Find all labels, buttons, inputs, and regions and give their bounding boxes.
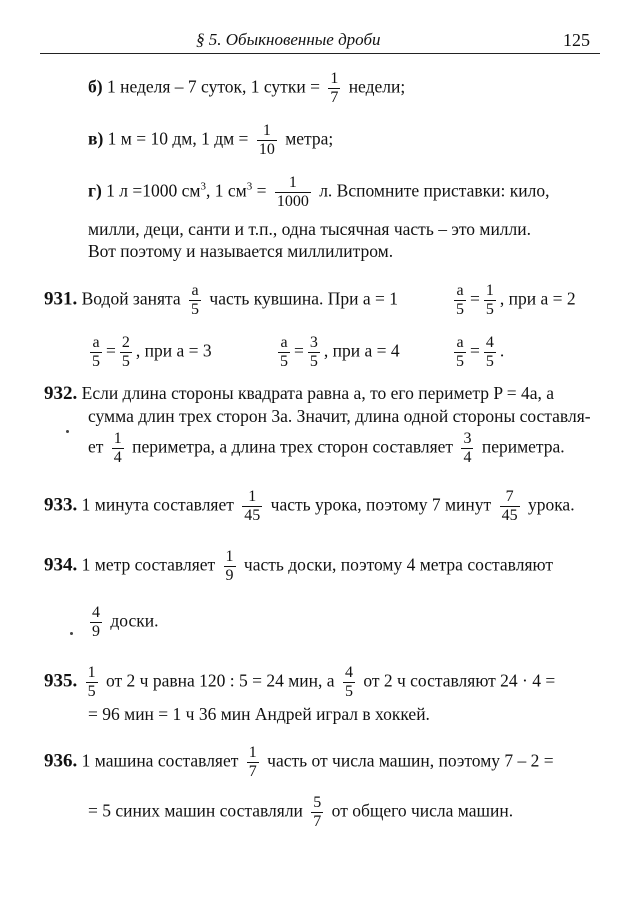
problem-934-text3: доски. (110, 610, 159, 631)
problem-933-text1: 1 минута составляет (81, 494, 234, 515)
scan-speck (66, 430, 69, 433)
intro-g-text1b: , 1 см (205, 180, 247, 201)
problem-935-text1: от 2 ч равна 120 : 5 = 24 мин, а (106, 670, 335, 691)
denominator: 10 (258, 141, 275, 158)
denominator: 5 (280, 353, 288, 370)
fraction (257, 122, 277, 159)
fraction (484, 282, 496, 319)
numerator: 1 (225, 548, 234, 565)
numerator: 5 (313, 794, 322, 811)
fraction (484, 334, 496, 371)
equals-sign: = (470, 340, 480, 361)
item-label-b: б) (88, 76, 103, 97)
intro-v-text2: метра; (285, 128, 334, 149)
numerator: 1 (248, 488, 257, 505)
numerator: a (456, 282, 464, 299)
denominator: 9 (92, 623, 100, 640)
fraction (343, 664, 355, 701)
fraction (86, 664, 98, 701)
intro-v-text1: 1 м = 10 дм, 1 дм = (107, 128, 249, 149)
problem-936-line1 (44, 744, 554, 781)
equals-sign: = (470, 288, 480, 309)
problem-932-line3 (88, 430, 565, 467)
problem-931-expr-4 (450, 334, 504, 371)
numerator: 1 (330, 70, 339, 87)
fraction (242, 488, 262, 525)
numerator: 2 (121, 334, 130, 351)
denominator: 7 (330, 89, 339, 106)
problem-933-text2: часть урока, поэтому 7 минут (270, 494, 492, 515)
fraction (278, 334, 290, 371)
problem-934-text2: часть доски, поэтому 4 метра составляют (243, 554, 553, 575)
fraction (112, 430, 124, 467)
denominator: 5 (191, 301, 200, 318)
denominator: 5 (121, 353, 130, 370)
problem-932-text3b: периметра, а длина трех сторон составляет (132, 436, 454, 457)
numerator: 1 (248, 744, 257, 761)
fraction (308, 334, 320, 371)
numerator: 3 (463, 430, 472, 447)
denominator: 4 (463, 449, 472, 466)
intro-b-text2: недели; (348, 76, 406, 97)
equals-sign: = (106, 340, 116, 361)
fraction (120, 334, 132, 371)
fraction (90, 604, 102, 641)
denominator: 45 (244, 507, 261, 524)
intro-line-g (88, 174, 549, 211)
problem-931-text2: часть кувшина. При a = 1 (209, 288, 399, 309)
fraction (328, 70, 340, 107)
denominator: 9 (225, 567, 234, 584)
numerator: 1 (87, 664, 96, 681)
denominator: 7 (248, 763, 257, 780)
problem-936-text1: 1 машина составляет (81, 750, 239, 771)
problem-936-line2 (88, 794, 513, 831)
denominator: 5 (485, 353, 494, 370)
problem-number: 936. (44, 750, 78, 772)
problem-931-expr-3 (274, 334, 400, 371)
fraction (90, 334, 102, 371)
superscript: 3 (246, 180, 253, 193)
condition-text: , при a = 4 (323, 340, 400, 361)
intro-b-text1: 1 неделя – 7 суток, 1 сутки = (106, 76, 320, 97)
denominator: 5 (344, 683, 353, 700)
intro-g-text1c: = (252, 180, 267, 201)
problem-936-text2: часть от числа машин, поэтому 7 – 2 = (267, 750, 554, 771)
numerator: 7 (505, 488, 514, 505)
intro-g-line2: милли, деци, санти и т.п., одна тысячная часть – это милли. (88, 219, 532, 239)
problem-number: 932. (44, 383, 78, 404)
problem-931-line1 (44, 282, 398, 319)
fraction (461, 430, 473, 467)
fraction (311, 794, 323, 831)
problem-933-line1 (44, 488, 575, 525)
problem-932-line2: сумма длин трех сторон 3a. Значит, длина одной стороны составля- (88, 406, 591, 426)
superscript: 3 (200, 180, 206, 193)
problem-934-line2 (86, 604, 158, 641)
condition-text: , при a = 2 (499, 288, 576, 309)
denominator: 5 (92, 353, 100, 370)
fraction (454, 334, 466, 371)
fraction (500, 488, 520, 525)
numerator: 1 (485, 282, 494, 299)
numerator: 4 (344, 664, 353, 681)
intro-line-v (88, 122, 333, 159)
problem-935-text2: от 2 ч составляют 24 · 4 = (363, 670, 556, 691)
header-rule (40, 53, 600, 54)
equals-sign: = (294, 340, 304, 361)
fraction (189, 282, 201, 319)
problem-932-line1 (44, 382, 554, 405)
denominator: 5 (485, 301, 494, 318)
numerator: 4 (485, 334, 494, 351)
problem-932-text1: Если длина стороны квадрата равна a, то его периметр P = 4a, а (81, 383, 555, 403)
problem-number: 935. (44, 670, 78, 692)
problem-935-line2: = 96 мин = 1 ч 36 мин Андрей играл в хоккей. (88, 704, 430, 724)
problem-935-line1 (44, 664, 555, 701)
fraction (247, 744, 259, 781)
denominator: 7 (313, 813, 322, 830)
problem-932-text3a: ет (88, 436, 104, 457)
numerator: 4 (92, 604, 100, 621)
problem-number: 933. (44, 494, 78, 516)
numerator: 1 (288, 174, 297, 191)
numerator: 1 (113, 430, 122, 447)
item-label-g: г) (88, 180, 102, 201)
intro-g-text2: л. Вспомните приставки: кило, (319, 180, 550, 201)
denominator: 5 (456, 353, 464, 370)
problem-934-text1: 1 метр составляет (81, 554, 216, 575)
page-number: 125 (563, 30, 590, 50)
denominator: 4 (113, 449, 122, 466)
intro-g-line3: Вот поэтому и называется миллилитром. (88, 241, 394, 261)
problem-932-text3c: периметра. (481, 436, 565, 457)
numerator: a (456, 334, 464, 351)
fraction (454, 282, 466, 319)
denominator: 5 (309, 353, 318, 370)
intro-line-b (88, 70, 405, 107)
numerator: a (191, 282, 199, 299)
scan-speck (70, 632, 73, 635)
problem-936-text4: от общего числа машин. (331, 800, 514, 821)
problem-934-line1 (44, 548, 553, 585)
problem-933-text3: урока. (527, 494, 575, 515)
fraction (224, 548, 236, 585)
numerator: a (92, 334, 100, 351)
numerator: 1 (262, 122, 271, 139)
condition-text: . (499, 340, 505, 361)
intro-g-text1a: 1 л =1000 см (106, 180, 201, 201)
denominator: 5 (87, 683, 96, 700)
denominator: 5 (456, 301, 464, 318)
numerator: a (280, 334, 288, 351)
numerator: 3 (309, 334, 318, 351)
denominator: 1000 (276, 193, 309, 210)
denominator: 45 (501, 507, 518, 524)
condition-text: , при a = 3 (135, 340, 212, 361)
problem-931-expr-2 (86, 334, 212, 371)
problem-number: 934. (44, 554, 78, 576)
running-header-title: § 5. Обыкновенные дроби (196, 30, 381, 49)
fraction (275, 174, 311, 211)
problem-number: 931. (44, 288, 78, 310)
problem-931-text1: Водой занята (81, 288, 181, 309)
problem-936-text3: = 5 синих машин составляли (88, 800, 303, 821)
problem-931-expr-1 (450, 282, 576, 319)
item-label-v: в) (88, 128, 104, 149)
